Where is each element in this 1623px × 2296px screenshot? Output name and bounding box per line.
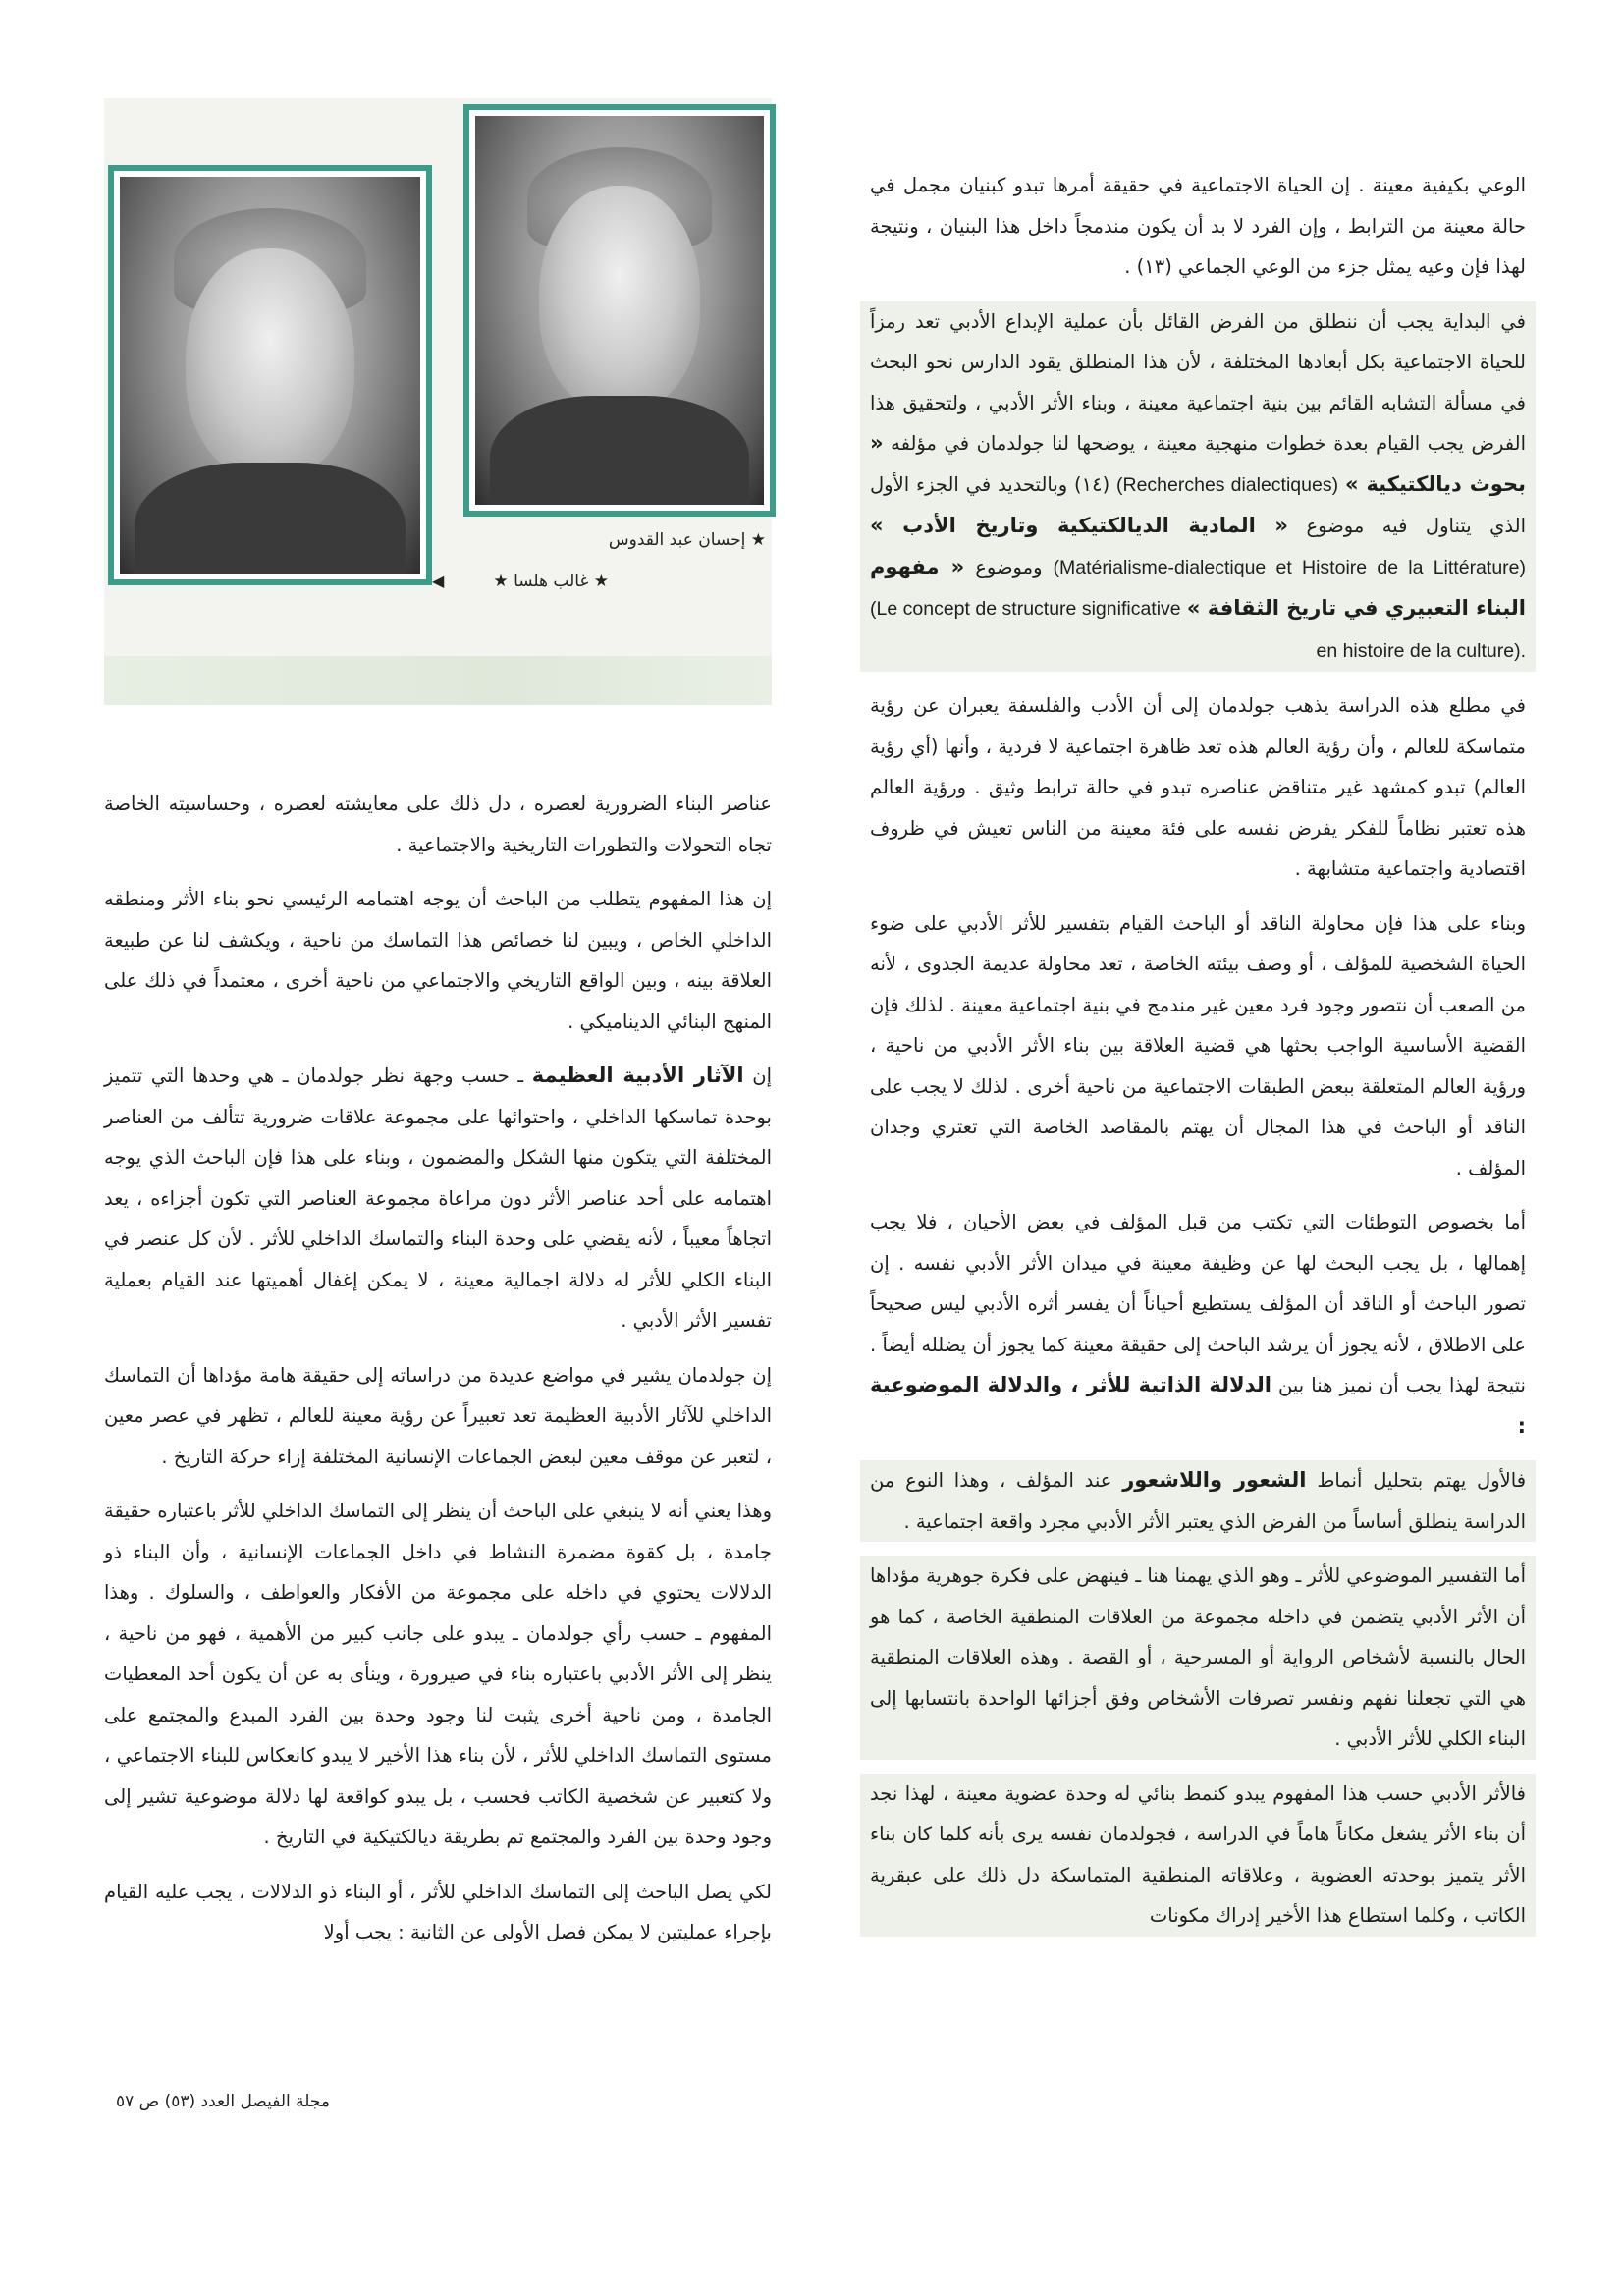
right-paragraph-2: في البداية يجب أن ننطلق من الفرض القائل بأن عملية الإبداع الأدبي تعد رمزاً للحياة الاجتماعية بكل أبعادها المختلفة ، لأن هذا المنطلق يقود الدارس نحو البحث في مسألة التشابه القائم بين بنية اجتماعية معينة ، وبناء الأثر الأدبي ، ولتحقيق هذا الفرض يجب القيام بعدة خطوات منهجية معينة ، يوضحها لنا جولدمان في مؤلفه « بحوث ديالكتيكية » (Recherches dialectiques) (١٤) وبالتحديد في الجزء الأول الذي يتناول فيه موضوع « المادية الديالكتيكية وتاريخ الأدب » (Matérialisme-dialectique et Histoire de la Littérature) وموضوع « مفهوم البناء التعبيري في تاريخ الثقافة » (Le concept de structure significative en histoire de la culture). [860,301,1536,673]
left-column [104,784,772,1967]
left-paragraph-3: إن الآثار الأدبية العظيمة ـ حسب وجهة نظر جولدمان ـ هي وحدها التي تتميز بوحدة تماسكها الداخلي ، واحتوائها على مجموعة علاقات ضرورية تتألف من العناصر المختلفة التي يتكون منها الشكل والمضمون ، وبناء على هذا فإن الباحث الذي يوجه اهتمامه على أحد عناصر الأثر دون مراعاة مجموعة العناصر التي تكون أجزاءه ، يعد اتجاهاً معيباً ، لأنه يقضي على وحدة البناء والتماسك الداخلي للأثر . لأن كل عنصر في البناء الكلي للأثر له دلالة اجمالية معينة ، لا يمكن إغفال أهميتها عند القيام بعملية تفسير الأثر الأدبي . [104,1064,772,1332]
left-paragraph-4: إن جولدمان يشير في مواضع عديدة من دراساته إلى حقيقة هامة مؤداها أن التماسك الداخلي للآثار الأدبية العظيمة تعد تعبيراً عن رؤية معينة للعالم ، تظهر في عصر معين ، لتعبر عن موقف معين لبعض الجماعات الإنسانية المختلفة إزاء حركة التاريخ . [104,1363,772,1468]
right-paragraph-8: فالأثر الأدبي حسب هذا المفهوم يبدو كنمط بنائي له وحدة عضوية معينة ، لهذا نجد أن بناء الأثر يشغل مكاناً هاماً في الدراسة ، فجولدمان نفسه يرى بأنه كلما كان بناء الأثر يتميز بوحدته العضوية ، وعلاقاته المنطقية المتماسكة دل ذلك على عبقرية الكاتب ، وكلما استطاع هذا الأخير إدراك مكونات [860,1774,1536,1937]
right-paragraph-5: أما بخصوص التوطئات التي تكتب من قبل المؤلف في بعض الأحيان ، فلا يجب إهمالها ، بل يجب البحث لها عن وظيفة معينة في ميدان الأثر الأدبي نفسه . إن تصور الباحث أو الناقد أن المؤلف يستطيع أحياناً أن يفسر أثره الأدبي ليس صحيحاً على الاطلاق ، لأنه يجوز أن يرشد الباحث إلى حقيقة معينة كما يجوز أن يضلله أيضاً . نتيجة لهذا يجب أن نميز هنا بين الدلالة الذاتية للأثر ، والدلالة الموضوعية : [870,1211,1526,1438]
caption-ghalib: ★ غالب هلسا ★ [493,572,609,591]
left-paragraph-2: إن هذا المفهوم يتطلب من الباحث أن يوجه اهتمامه الرئيسي نحو بناء الأثر ومنطقه الداخلي الخاص ، ويبين لنا خصائص هذا التماسك من ناحية ، ويكشف لنا عن طبيعة العلاقة بينه ، وبين الواقع التاريخي والاجتماعي من ناحية أخرى ، معتمداً في ذلك على المنهج البنائي الديناميكي . [104,888,772,1033]
right-paragraph-3: في مطلع هذه الدراسة يذهب جولدمان إلى أن الأدب والفلسفة يعبران عن رؤية متماسكة للعالم ، وأن رؤية العالم هذه تعد ظاهرة اجتماعية لا فردية ، وأنها (أي رؤية العالم) تبدو كمشهد غير متناقض عناصره تبدو في حالة ترابط وثيق . ورؤية العالم هذه تعتبر نظاماً للفكر يفرض نفسه على فئة معينة من الناس تعيش في ظروف اقتصادية واجتماعية متشابهة . [870,694,1526,880]
photo-band-strip [104,656,772,705]
right-paragraph-7: أما التفسير الموضوعي للأثر ـ وهو الذي يهمنا هنا ـ فينهض على فكرة جوهرية مؤداها أن الأثر الأدبي يتضمن في داخله مجموعة من العلاقات المنطقية الخاصة ، كما هو الحال بالنسبة لأشخاص الرواية أو المسرحية ، أو القصة . وهذه العلاقات المنطقية هي التي تجعلنا نفهم ونفسر تصرفات الأشخاص وفق أجزائها الواحدة بانتسابها إلى البناء الكلي للأثر الأدبي . [860,1556,1536,1760]
caption-arrow-icon: ◀ [432,572,445,590]
photo-ghalib-halasa [108,165,432,585]
right-paragraph-4: وبناء على هذا فإن محاولة الناقد أو الباحث القيام بتفسير للأثر الأدبي على ضوء الحياة الشخصية للمؤلف ، أو وصف بيئته الخاصة ، تعد محاولة عديمة الجدوى ، لأنه من الصعب أن نتصور وجود فرد معين غير مندمج في بنية اجتماعية معينة . لذلك فإن القضية الأساسية الواجب بحثها هي قضية العلاقة بين بناء الأثر الأدبي من ناحية ، ورؤية العالم المتعلقة ببعض الطبقات الاجتماعية من ناحية أخرى . لذلك لا يجب على الناقد أو الباحث في هذا المجال أن يهتم بالمقاصد الخاصة التي تعتري وجدان المؤلف . [870,911,1526,1179]
left-paragraph-1: عناصر البناء الضرورية لعصره ، دل ذلك على معايشته لعصره ، وحساسيته الخاصة تجاه التحولات والتطورات التاريخية والاجتماعية . [104,793,772,856]
photo-ihsan-abdel-quddous [463,104,776,517]
caption-ihsan: ★ إحسان عبد القدوس [608,530,766,550]
right-paragraph-1: الوعي بكيفية معينة . إن الحياة الاجتماعية في حقيقة أمرها تبدو كبنيان مجمل في حالة معينة من الترابط ، وإن الفرد لا بد أن يكون مندمجاً داخل هذا البنيان ، ونتيجة لهذا فإن وعيه يمثل جزء من الوعي الجماعي (١٣) . [870,174,1526,278]
right-column [870,165,1526,1950]
right-paragraph-6: فالأول يهتم بتحليل أنماط الشعور واللاشعور عند المؤلف ، وهذا النوع من الدراسة ينطلق أساساً من الفرض الذي يعتبر الأثر الأدبي مجرد واقعة اجتماعية . [860,1460,1536,1542]
page-footer: مجلة الفيصل العدد (٥٣) ص ٥٧ [115,2092,330,2111]
left-paragraph-5: وهذا يعني أنه لا ينبغي على الباحث أن ينظر إلى التماسك الداخلي للأثر باعتباره حقيقة جامدة ، بل كقوة مضمرة النشاط في داخل الجماعات الإنسانية ، وأن البناء ذو الدلالات يحتوي في داخله على مجموعة من الأفكار والعواطف ، والسلوك . وهذا المفهوم ـ حسب رأي جولدمان ـ يبدو على جانب كبير من الأهمية ، فهو من ناحية ، ينظر إلى الأثر الأدبي باعتباره بناء في صيرورة ، وينأى به عن أن يكون أحد المعطيات الجامدة ، ومن ناحية أخرى يثبت لنا وجود وحدة بين الفرد المبدع والمجتمع على مستوى التماسك الداخلي للأثر ، لأن بناء هذا الأخير لا يبدو كانعكاس للبناء الاجتماعي ، ولا كتعبير عن شخصية الكاتب فحسب ، بل يبدو كواقعة لها دلالة موضوعية تشير إلى وجود وحدة بين الفرد والمجتمع تم بطريقة ديالكتيكية في التاريخ . [104,1500,772,1848]
left-paragraph-6: لكي يصل الباحث إلى التماسك الداخلي للأثر ، أو البناء ذو الدلالات ، يجب عليه القيام بإجراء عمليتين لا يمكن فصل الأولى عن الثانية : يجب أولا [104,1880,772,1943]
